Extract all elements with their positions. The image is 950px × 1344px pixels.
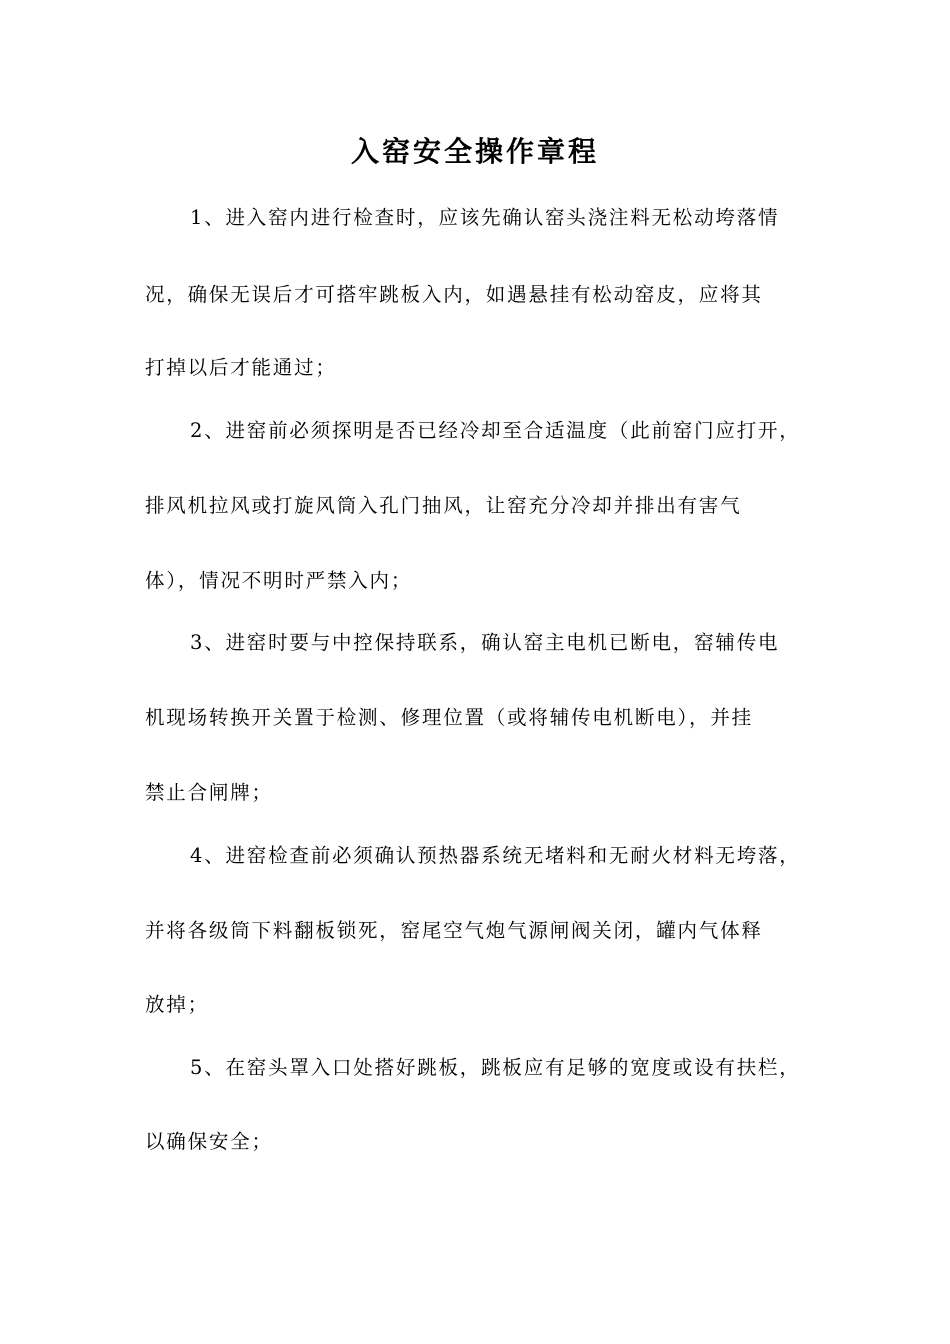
paragraph-line: 禁止合闸牌； [145, 781, 273, 804]
paragraph-line: 5、在窑头罩入口处搭好跳板，跳板应有足够的宽度或设有扶栏， [190, 1056, 801, 1079]
paragraph-line: 1、进入窑内进行检查时，应该先确认窑头浇注料无松动垮落情 [190, 206, 780, 229]
paragraph-line: 2、进窑前必须探明是否已经冷却至合适温度（此前窑门应打开， [190, 419, 801, 442]
paragraph-line: 况，确保无误后才可搭牢跳板入内，如遇悬挂有松动窑皮，应将其 [145, 283, 763, 306]
paragraph-line: 打掉以后才能通过； [145, 356, 337, 379]
paragraph-line: 排风机拉风或打旋风筒入孔门抽风，让窑充分冷却并排出有害气 [145, 494, 742, 517]
paragraph-line: 放掉； [145, 993, 209, 1016]
paragraph-line: 体），情况不明时严禁入内； [145, 569, 413, 592]
paragraph-line: 以确保安全； [145, 1130, 273, 1153]
paragraph-line: 并将各级筒下料翻板锁死，窑尾空气炮气源闸阀关闭，罐内气体释 [145, 919, 763, 942]
document-title: 入窑安全操作章程 [350, 135, 599, 168]
paragraph-line: 4、进窑检查前必须确认预热器系统无堵料和无耐火材料无垮落， [190, 844, 801, 867]
paragraph-line: 机现场转换开关置于检测、修理位置（或将辅传电机断电），并挂 [145, 706, 753, 729]
paragraph-line: 3、进窑时要与中控保持联系，确认窑主电机已断电，窑辅传电 [190, 631, 780, 654]
